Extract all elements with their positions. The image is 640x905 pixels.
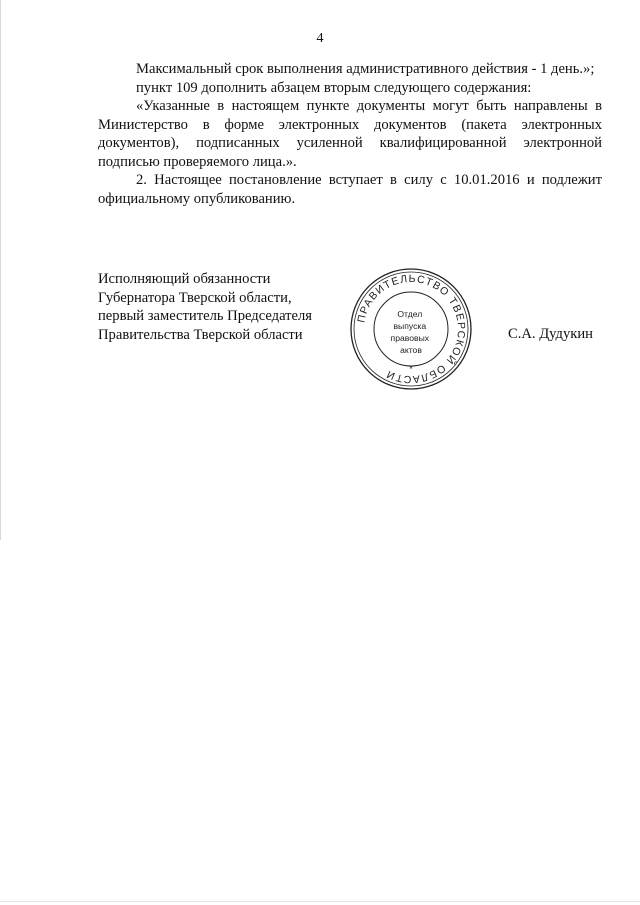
position-line: Губернатора Тверской области,	[98, 289, 292, 306]
stamp-center-text	[391, 309, 432, 355]
paragraph-max-duration: Максимальный срок выполнения административного действия - 1 день.»;	[136, 61, 595, 77]
stamp-center-line: правовых	[390, 333, 430, 343]
stamp-outer-text: ПРАВИТЕЛЬСТВО ТВЕРСКОЙ ОБЛАСТИ	[355, 272, 468, 386]
stamp-star: *	[409, 364, 413, 374]
paragraph-quoted-amendment: «Указанные в настоящем пункте документы могут быть направлены в Министерство в форме электронных документов (пакета электронных документов), подписанных усиленной квалифицированной электронной подписью проверяемого лица.».	[98, 98, 602, 170]
signatory-position	[98, 270, 338, 344]
official-stamp	[348, 266, 474, 392]
scan-bottom-edge	[0, 901, 640, 902]
stamp-center-line: актов	[400, 345, 422, 355]
paragraph-effective-date: 2. Настоящее постановление вступает в силу с 10.01.2016 и подлежит официальному опубликованию.	[98, 172, 602, 207]
scan-left-edge	[0, 0, 1, 540]
paragraph-point-109: пункт 109 дополнить абзацем вторым следующего содержания:	[136, 79, 532, 96]
page-number: 4	[316, 31, 324, 46]
stamp-center-line: выпуска	[393, 321, 427, 331]
document-body	[98, 60, 602, 208]
position-line: первый заместитель Председателя	[98, 308, 313, 324]
signer-name: С.А. Дудукин	[508, 326, 593, 342]
position-line: Исполняющий обязанности	[98, 271, 271, 287]
stamp-center-line: Отдел	[397, 309, 423, 319]
position-line: Правительства Тверской области	[98, 326, 303, 343]
